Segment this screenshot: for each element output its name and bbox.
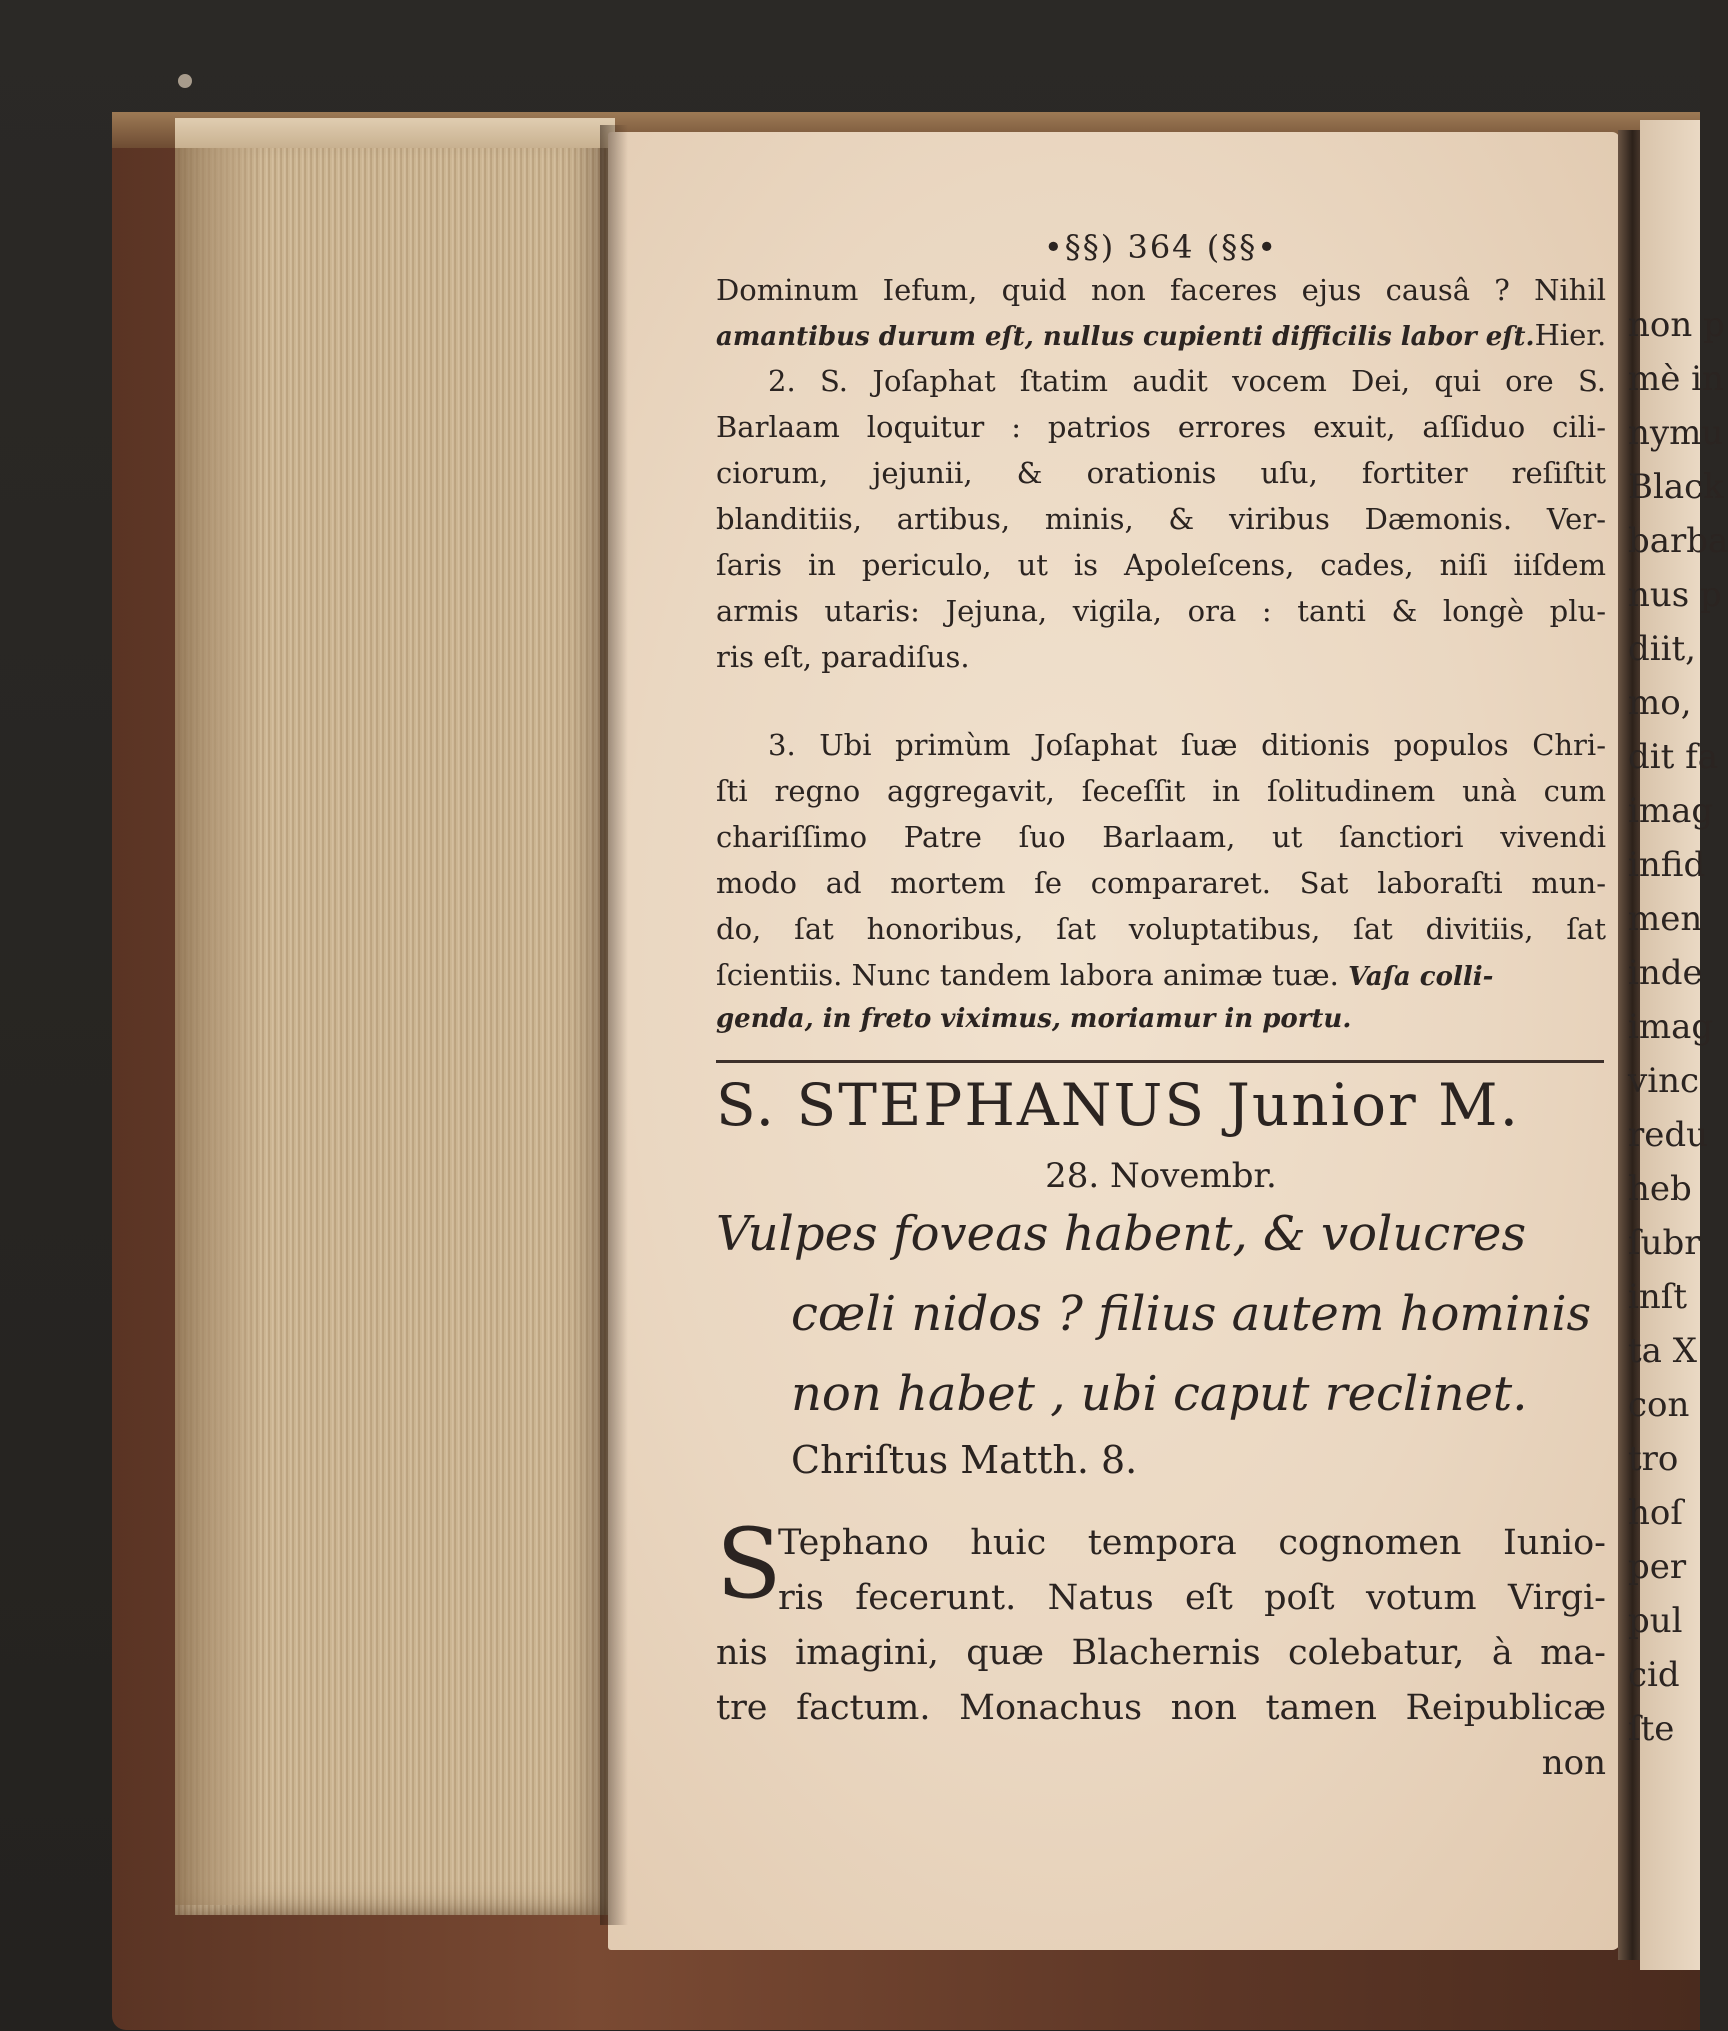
italic-quote: amantibus durum eſt, nullus cupienti difficilis labor eſt. (716, 322, 1535, 352)
fragment-line: barba (1628, 521, 1728, 561)
fragment-line: imag (1628, 1007, 1714, 1047)
fragment-line: pul (1628, 1601, 1683, 1641)
fragment-line: Black (1628, 467, 1724, 507)
text-line: ſaris in periculo, ut is Apoleſcens, cades, niſi iiſdem (716, 548, 1606, 582)
fragment-line: non p (1628, 305, 1725, 345)
feast-date: 28. Novembr. (1045, 1156, 1277, 1196)
fragment-line: infid (1628, 845, 1706, 885)
text-line: modo ad mortem ſe compararet. Sat laboraſti mun- (716, 866, 1606, 900)
fragment-line: inde (1628, 953, 1703, 993)
fragment-line: cid (1628, 1655, 1680, 1695)
fragment-line: nymu (1628, 413, 1724, 453)
dust-spot (178, 74, 192, 88)
italic-quote: Vaſa colli- (1348, 962, 1494, 992)
text-line: 2. S. Joſaphat ſtatim audit vocem Dei, qui ore S. (768, 364, 1606, 398)
verse-line: non habet , ubi caput reclinet. (791, 1366, 1528, 1422)
text-line: 3. Ubi primùm Joſaphat ſuæ ditionis populos Chri- (768, 728, 1606, 762)
fragment-line: dit fa (1628, 737, 1718, 777)
book-page (608, 132, 1620, 1950)
fragment-line: heb (1628, 1169, 1692, 1209)
citation: Hier. (1534, 318, 1607, 352)
saint-heading: S. STEPHANUS Junior M. (716, 1071, 1521, 1139)
gutter-shadow (600, 125, 628, 1925)
page-edge-shadow (175, 145, 265, 1905)
fragment-line: redu (1628, 1115, 1709, 1155)
text-line: Tephano huic tempora cognomen Iunio- (778, 1523, 1606, 1563)
fragment-line: inſt (1628, 1277, 1688, 1317)
verse-line: cœli nidos ? filius autem hominis (791, 1286, 1592, 1342)
fragment-line: per (1628, 1547, 1687, 1587)
text-fragment: ſcientiis. Nunc tandem labora animæ tuæ. (716, 958, 1339, 992)
text-line: nis imagini, quæ Blachernis colebatur, à ma- (716, 1633, 1606, 1673)
italic-quote: genda, in freto viximus, moriamur in portu. (716, 1004, 1352, 1034)
text-line: Barlaam loquitur : patrios errores exuit, aſſiduo cili- (716, 410, 1606, 444)
text-line: ris fecerunt. Natus eſt poſt votum Virgi- (778, 1578, 1606, 1618)
text-line: tre factum. Monachus non tamen Reipublicæ (716, 1688, 1606, 1728)
fragment-line: tro (1628, 1439, 1679, 1479)
fragment-line: ta X (1628, 1331, 1697, 1371)
text-line: blanditiis, artibus, minis, & viribus Dæmonis. Ver- (716, 502, 1606, 536)
text-line (716, 958, 1606, 992)
drop-capital: S (716, 1508, 782, 1620)
section-rule (716, 1060, 1604, 1063)
text-line: ris eſt, paradiſus. (716, 640, 970, 674)
verse-citation: Chriſtus Matth. 8. (791, 1438, 1138, 1482)
text-line: Dominum Iefum, quid non faceres ejus causâ ? Nihil (716, 273, 1606, 307)
verse-line: Vulpes foveas habent, & volucres (716, 1206, 1527, 1262)
fragment-line: hoſ (1628, 1493, 1683, 1533)
text-line: ciorum, jejunii, & orationis uſu, fortiter reſiſtit (716, 456, 1606, 490)
text-line: chariſſimo Patre ſuo Barlaam, ut ſanctiori vivendi (716, 820, 1606, 854)
fragment-line: ſubr (1628, 1223, 1701, 1263)
fragment-line: mo, (1628, 683, 1692, 723)
text-line: do, ſat honoribus, ſat voluptatibus, ſat divitiis, ſat (716, 912, 1606, 946)
fragment-line: diit, (1628, 629, 1696, 669)
fragment-line: con (1628, 1385, 1690, 1425)
catchword: non (1541, 1743, 1606, 1783)
fragment-line: vinc (1628, 1061, 1700, 1101)
text-line: ſti regno aggregavit, ſeceſſit in ſolitudinem unà cum (716, 774, 1606, 808)
folio: •§§) 364 (§§• (1043, 228, 1279, 266)
fragment-line: imag (1628, 791, 1714, 831)
page-stack-top (175, 118, 615, 148)
fragment-line: mè in (1628, 359, 1724, 399)
text-line: armis utaris: Jejuna, vigila, ora : tanti & longè plu- (716, 594, 1606, 628)
fragment-line: ſte (1628, 1709, 1675, 1749)
fragment-line: men (1628, 899, 1703, 939)
text-line (716, 318, 1606, 352)
fragment-line: nus p (1628, 575, 1722, 615)
